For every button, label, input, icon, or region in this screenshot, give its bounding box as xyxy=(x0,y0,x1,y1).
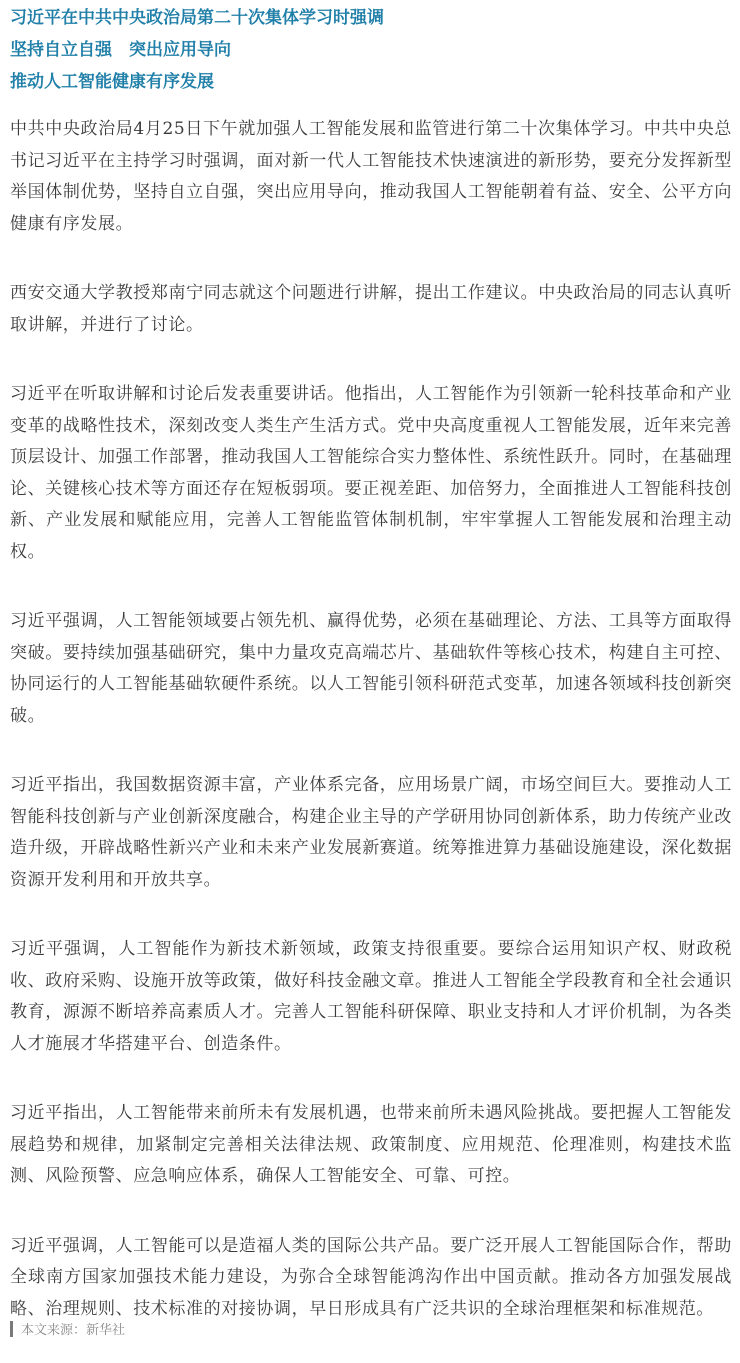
headline-line-1: 习近平在中共中央政治局第二十次集体学习时强调 xyxy=(10,8,384,28)
paragraph: 习近平指出，人工智能带来前所未有发展机遇，也带来前所未遇风险挑战。要把握人工智能发展趋势和规律，加紧制定完善相关法律法规、政策制度、应用规范、伦理准则，构建技术监测、风险预警、应急响应体系，确保人工智能安全、可靠、可控。 xyxy=(10,1103,732,1186)
headline-line-3: 推动人工智能健康有序发展 xyxy=(10,72,214,92)
paragraph: 习近平指出，我国数据资源丰富，产业体系完备，应用场景广阔，市场空间巨大。要推动人工智能科技创新与产业创新深度融合，构建企业主导的产学研用协同创新体系，助力传统产业改造升级，开辟战略性新兴产业和未来产业发展新赛道。统筹推进算力基础设施建设，深化数据资源开发利用和开放共享。 xyxy=(10,775,732,890)
paragraph: 习近平强调，人工智能作为新技术新领域，政策支持很重要。要综合运用知识产权、财政税收、政府采购、设施开放等政策，做好科技金融文章。推进人工智能全学段教育和全社会通识教育，源源不断培养高素质人才。完善人工智能科研保障、职业支持和人才评价机制，为各类人才施展才华搭建平台、创造条件。 xyxy=(10,939,732,1054)
headline-line-2: 坚持自立自强 突出应用导向 xyxy=(10,40,231,60)
article-headline xyxy=(10,2,730,98)
paragraph: 中共中央政治局4月25日下午就加强人工智能发展和监管进行第二十次集体学习。中共中央总书记习近平在主持学习时强调，面对新一代人工智能技术快速演进的新形势，要充分发挥新型举国体制优势，坚持自立自强，突出应用导向，推动我国人工智能朝着有益、安全、公平方向健康有序发展。 xyxy=(10,119,732,234)
source-label: 本文来源：新华社 xyxy=(21,1323,126,1338)
article-body xyxy=(10,114,732,1363)
paragraph: 习近平在听取讲解和讨论后发表重要讲话。他指出，人工智能作为引领新一轮科技革命和产业变革的战略性技术，深刻改变人类生产生活方式。党中央高度重视人工智能发展，近年来完善顶层设计、加强工作部署，推动我国人工智能综合实力整体性、系统性跃升。同时，在基础理论、关键核心技术等方面还存在短板弱项。要正视差距、加倍努力，全面推进人工智能科技创新、产业发展和赋能应用，完善人工智能监管体制机制，牢牢掌握人工智能发展和治理主动权。 xyxy=(10,384,732,562)
paragraph: 习近平强调，人工智能领域要占领先机、赢得优势，必须在基础理论、方法、工具等方面取得突破。要持续加强基础研究，集中力量攻克高端芯片、基础软件等核心技术，构建自主可控、协同运行的人工智能基础软硬件系统。以人工智能引领科研范式变革，加速各领域科技创新突破。 xyxy=(10,611,732,726)
article-source xyxy=(10,1319,125,1338)
source-bar-icon xyxy=(10,1321,13,1337)
paragraph: 西安交通大学教授郑南宁同志就这个问题进行讲解，提出工作建议。中央政治局的同志认真听取讲解，并进行了讨论。 xyxy=(10,283,732,335)
paragraph: 习近平强调，人工智能可以是造福人类的国际公共产品。要广泛开展人工智能国际合作，帮助全球南方国家加强技术能力建设，为弥合全球智能鸿沟作出中国贡献。推动各方加强发展战略、治理规则、技术标准的对接协调，早日形成具有广泛共识的全球治理框架和标准规范。 xyxy=(10,1235,732,1319)
